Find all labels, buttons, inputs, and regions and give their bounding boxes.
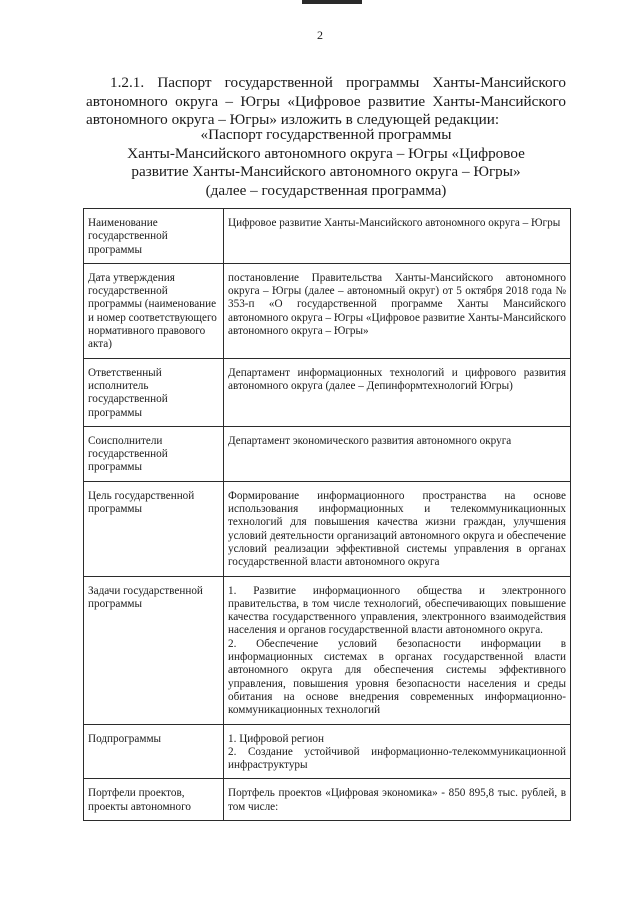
row-label: Подпрограммы bbox=[84, 724, 224, 779]
title-line: (далее – государственная программа) bbox=[205, 181, 447, 199]
table-row bbox=[84, 779, 571, 821]
value-paragraph: Департамент информационных технологий и цифрового развития автономного округа (далее – Депинформтехнологий Югры) bbox=[228, 366, 566, 392]
row-value bbox=[224, 724, 571, 779]
value-paragraph: 2. Создание устойчивой информационно-телекоммуникационной инфраструктуры bbox=[228, 745, 566, 772]
title-line: «Паспорт государственной программы bbox=[200, 126, 452, 143]
row-label: Соисполнители государственной программы bbox=[84, 426, 224, 481]
row-label: Задачи государственной программы bbox=[84, 576, 224, 724]
table-row bbox=[84, 576, 571, 724]
value-paragraph: Формирование информационного пространства на основе использования информационных и телекоммуникационных технологий для повышения качества жизни граждан, улучшения условий деятельности организаций автономного округа и обеспечение условий реализации эффективной системы управления в органах государственной власти автономного округа bbox=[228, 489, 566, 569]
value-paragraph: постановление Правительства Ханты-Мансийского автономного округа – Югры (далее – автономный округ) от 5 октября 2018 года № 353-п «О государственной программе Ханты Мансийского автономного округа – Югры «Цифровое развитие Ханты-Мансийского автономного округа – Югры» bbox=[228, 271, 566, 338]
table-row bbox=[84, 426, 571, 481]
passport-table bbox=[83, 208, 571, 821]
row-value bbox=[224, 209, 571, 264]
value-paragraph: 1. Цифровой регион bbox=[228, 732, 324, 745]
value-paragraph: Цифровое развитие Ханты-Мансийского автономного округа – Югры bbox=[228, 217, 561, 229]
row-label: Портфели проектов, проекты автономного bbox=[84, 779, 224, 821]
row-value bbox=[224, 263, 571, 358]
table-row bbox=[84, 481, 571, 576]
value-paragraph: 2. Обеспечение условий безопасности информации в информационных системах в органах государственной власти автономного округа для обеспечения системы эффективного управления, повышения уровня безопасности населения и среды обитания на основе внедрения современных информационно-коммуникационных технологий bbox=[228, 637, 566, 717]
table-row bbox=[84, 358, 571, 426]
intro-paragraph: 1.2.1. Паспорт государственной программы Ханты-Мансийского автономного округа – Югры «Цифровое развитие Ханты-Мансийского автономного округа – Югры» изложить в следующей редакции: bbox=[86, 74, 566, 128]
row-label: Дата утверждения государственной программы (наименование и номер соответствующего нормативного правового акта) bbox=[84, 263, 224, 358]
row-label: Ответственный исполнитель государственной программы bbox=[84, 358, 224, 426]
table-row bbox=[84, 209, 571, 264]
passport-title bbox=[86, 126, 566, 200]
value-paragraph: Портфель проектов «Цифровая экономика» - 850 895,8 тыс. рублей, в том числе: bbox=[228, 787, 566, 813]
title-line: развитие Ханты-Мансийского автономного округа – Югры» bbox=[131, 163, 521, 180]
row-value bbox=[224, 481, 571, 576]
title-line: Ханты-Мансийского автономного округа – Югры «Цифровое bbox=[127, 144, 525, 162]
row-value bbox=[224, 576, 571, 724]
scan-top-mark bbox=[302, 0, 362, 4]
row-value bbox=[224, 358, 571, 426]
table-row bbox=[84, 724, 571, 779]
row-value bbox=[224, 426, 571, 481]
value-paragraph: 1. Развитие информационного общества и электронного правительства, в том числе технологий, обеспечивающих повышение качества государственного управления, электронного взаимодействия населения и органов государственной власти автономного округа. bbox=[228, 584, 566, 637]
row-value bbox=[224, 779, 571, 821]
row-label: Цель государственной программы bbox=[84, 481, 224, 576]
table-row bbox=[84, 263, 571, 358]
row-label: Наименование государственной программы bbox=[84, 209, 224, 264]
page-number: 2 bbox=[317, 28, 323, 42]
value-paragraph: Департамент экономического развития автономного округа bbox=[228, 434, 512, 447]
